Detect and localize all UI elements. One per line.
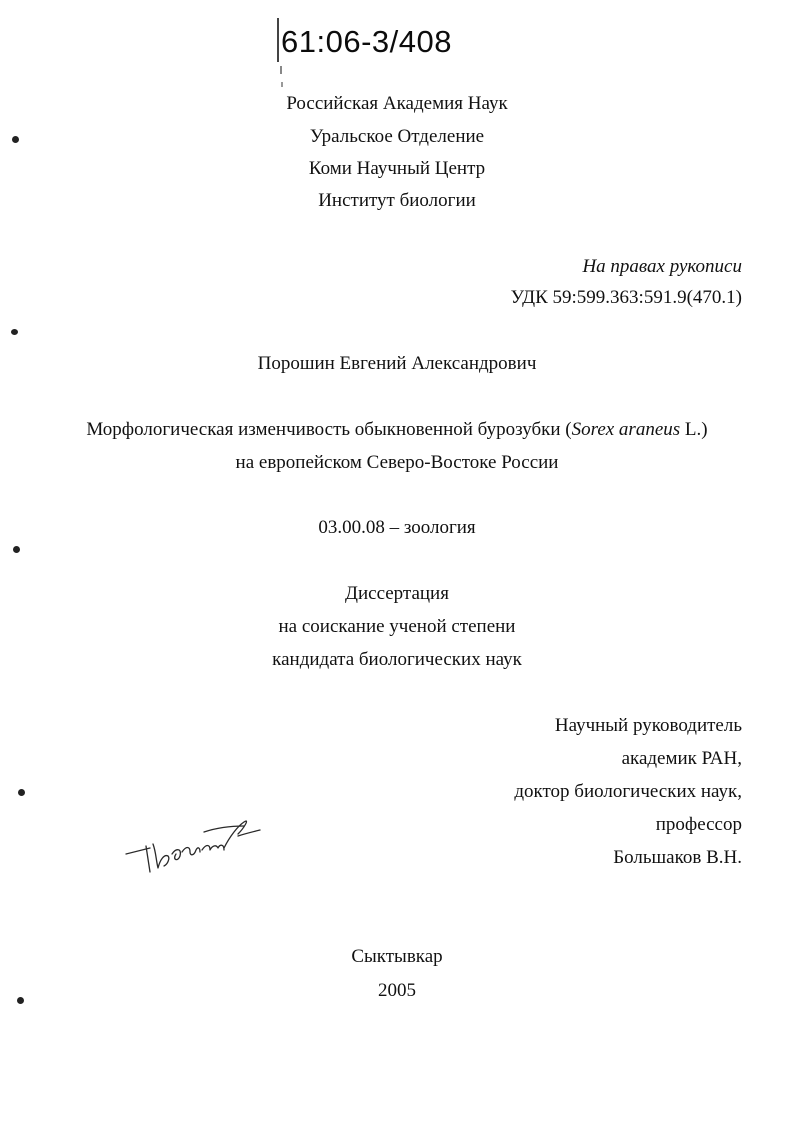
author-signature bbox=[120, 808, 270, 878]
supervisor-title: профессор bbox=[655, 814, 742, 835]
degree-type: Диссертация bbox=[345, 583, 449, 604]
binding-mark bbox=[11, 329, 18, 335]
city: Сыктывкар bbox=[351, 946, 443, 967]
binding-mark bbox=[18, 789, 25, 796]
author-name: Порошин Евгений Александрович bbox=[257, 353, 537, 374]
manuscript-rights: На правах рукописи bbox=[582, 256, 742, 277]
thesis-title-line2: на европейском Северо-Востоке России bbox=[235, 452, 559, 473]
title-prefix: Морфологическая изменчивость обыкновенной бурозубки ( bbox=[86, 419, 572, 440]
binding-mark bbox=[13, 546, 20, 553]
degree-field: кандидата биологических наук bbox=[272, 649, 522, 670]
stamp-tick bbox=[280, 66, 282, 74]
supervisor-degree: доктор биологических наук, bbox=[514, 781, 742, 802]
year: 2005 bbox=[378, 980, 416, 1001]
specialty-code: 03.00.08 – зоология bbox=[318, 517, 476, 538]
archive-number: 61:06-3/408 bbox=[281, 24, 452, 59]
thesis-title-line1 bbox=[0, 419, 794, 441]
institution-center: Коми Научный Центр bbox=[308, 158, 486, 179]
udc-code: УДК 59:599.363:591.9(470.1) bbox=[510, 287, 742, 308]
institution-institute: Институт биологии bbox=[318, 190, 476, 211]
institution-branch: Уральское Отделение bbox=[309, 126, 485, 147]
stamp-mark bbox=[277, 18, 279, 62]
degree-purpose: на соискание ученой степени bbox=[278, 616, 516, 637]
title-suffix: L.) bbox=[680, 419, 708, 440]
supervisor-rank: академик РАН, bbox=[621, 748, 742, 769]
supervisor-heading: Научный руководитель bbox=[554, 715, 742, 736]
stamp-tick bbox=[281, 82, 283, 87]
supervisor-name: Большаков В.Н. bbox=[613, 847, 742, 868]
species-name: Sorex araneus bbox=[571, 419, 681, 440]
institution-academy: Российская Академия Наук bbox=[286, 93, 508, 114]
